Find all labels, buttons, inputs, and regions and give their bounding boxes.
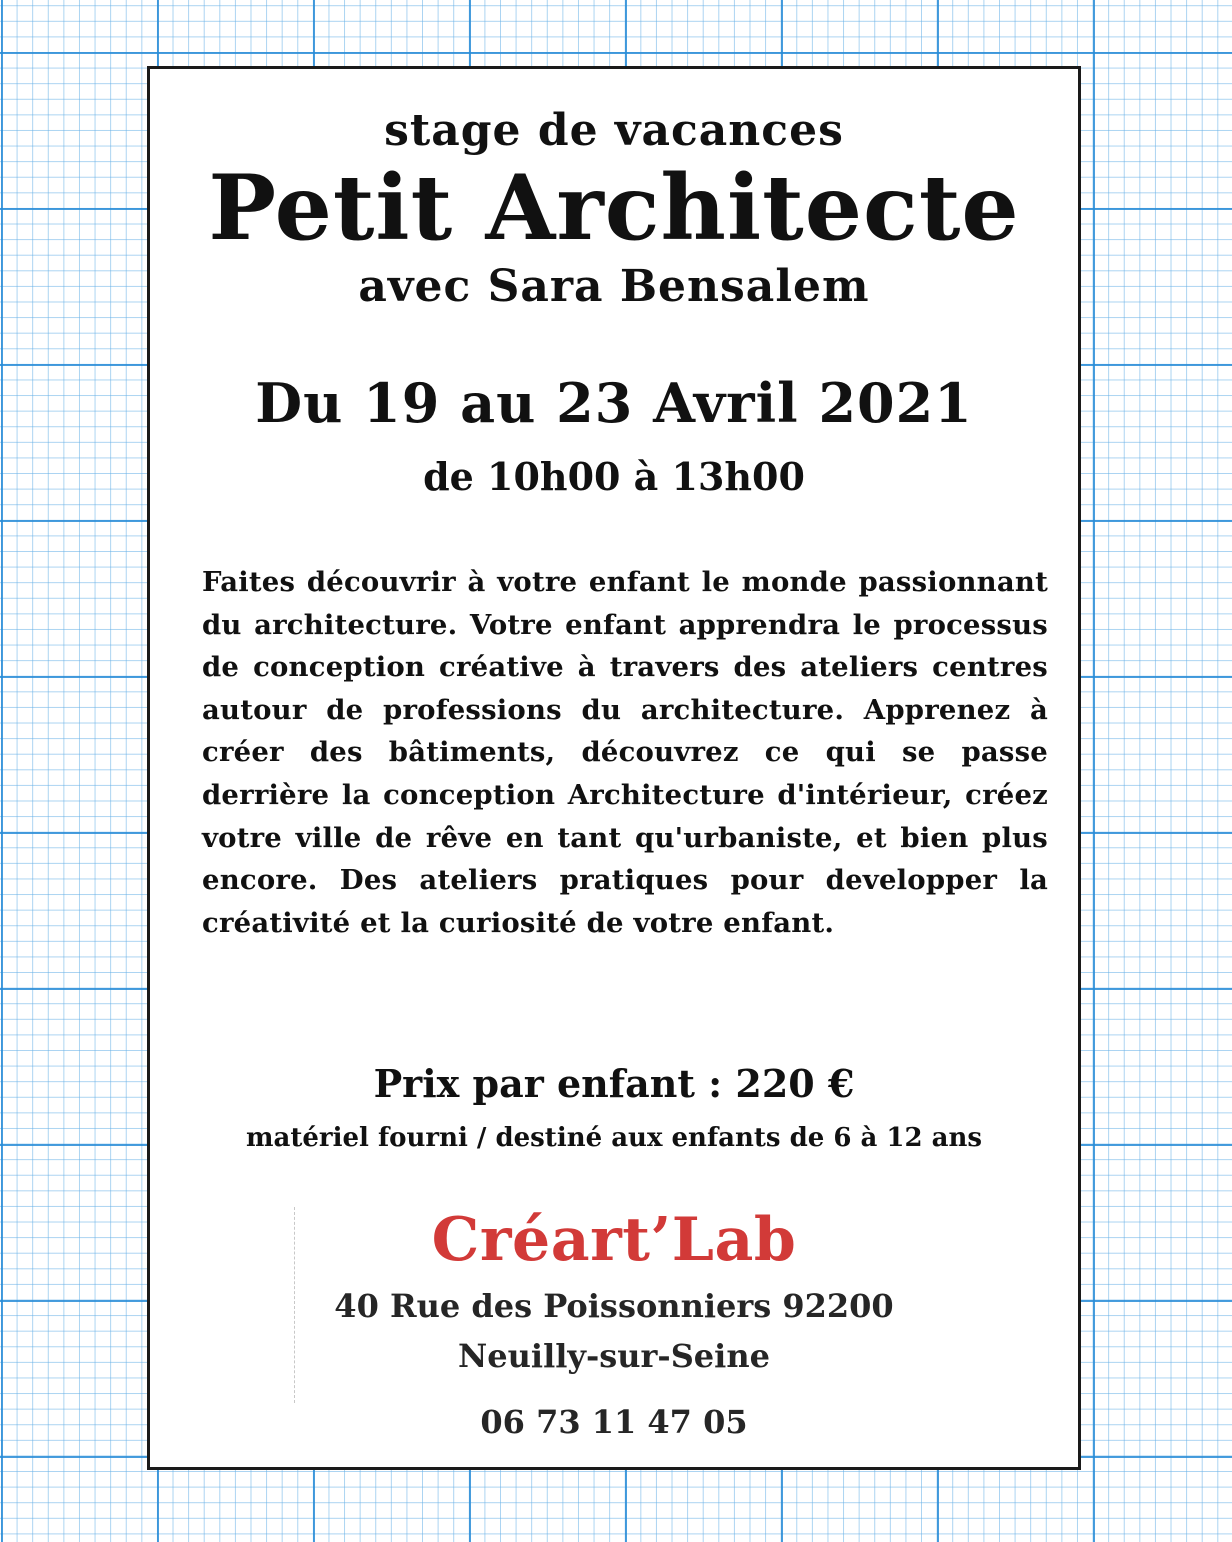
instructor-name: avec Sara Bensalem: [358, 261, 870, 312]
brand-logo-text: Créart’Lab: [431, 1205, 797, 1275]
event-description: Faites découvrir à votre enfant le monde passionnant du architecture. Votre enfant apprendra le processus de conception créative à travers des ateliers centres autour de professions du architecture. Apprenez à créer des bâtiments, découvrez ce qui se passe derrière la conception Architecture d'intérieur, créez votre ville de rêve en tant qu'urbaniste, et bien plus encore. Des ateliers pratiques pour developper la créativité et la curiosité de votre enfant.: [202, 566, 1048, 939]
flyer-card: [147, 66, 1081, 1470]
address-line: 40 Rue des Poissonniers 92200: [334, 1287, 894, 1325]
event-title: Petit Architecte: [208, 155, 1020, 261]
price-per-child: Prix par enfant : 220 €: [373, 1061, 855, 1106]
event-subtitle: stage de vacances: [384, 105, 844, 156]
event-hours: de 10h00 à 13h00: [423, 454, 805, 499]
event-dates: Du 19 au 23 Avril 2021: [255, 371, 973, 435]
phone-number: 06 73 11 47 05: [480, 1403, 748, 1441]
city-line: Neuilly-sur-Seine: [458, 1337, 770, 1375]
price-note: matériel fourni / destiné aux enfants de 6 à 12 ans: [245, 1123, 983, 1153]
